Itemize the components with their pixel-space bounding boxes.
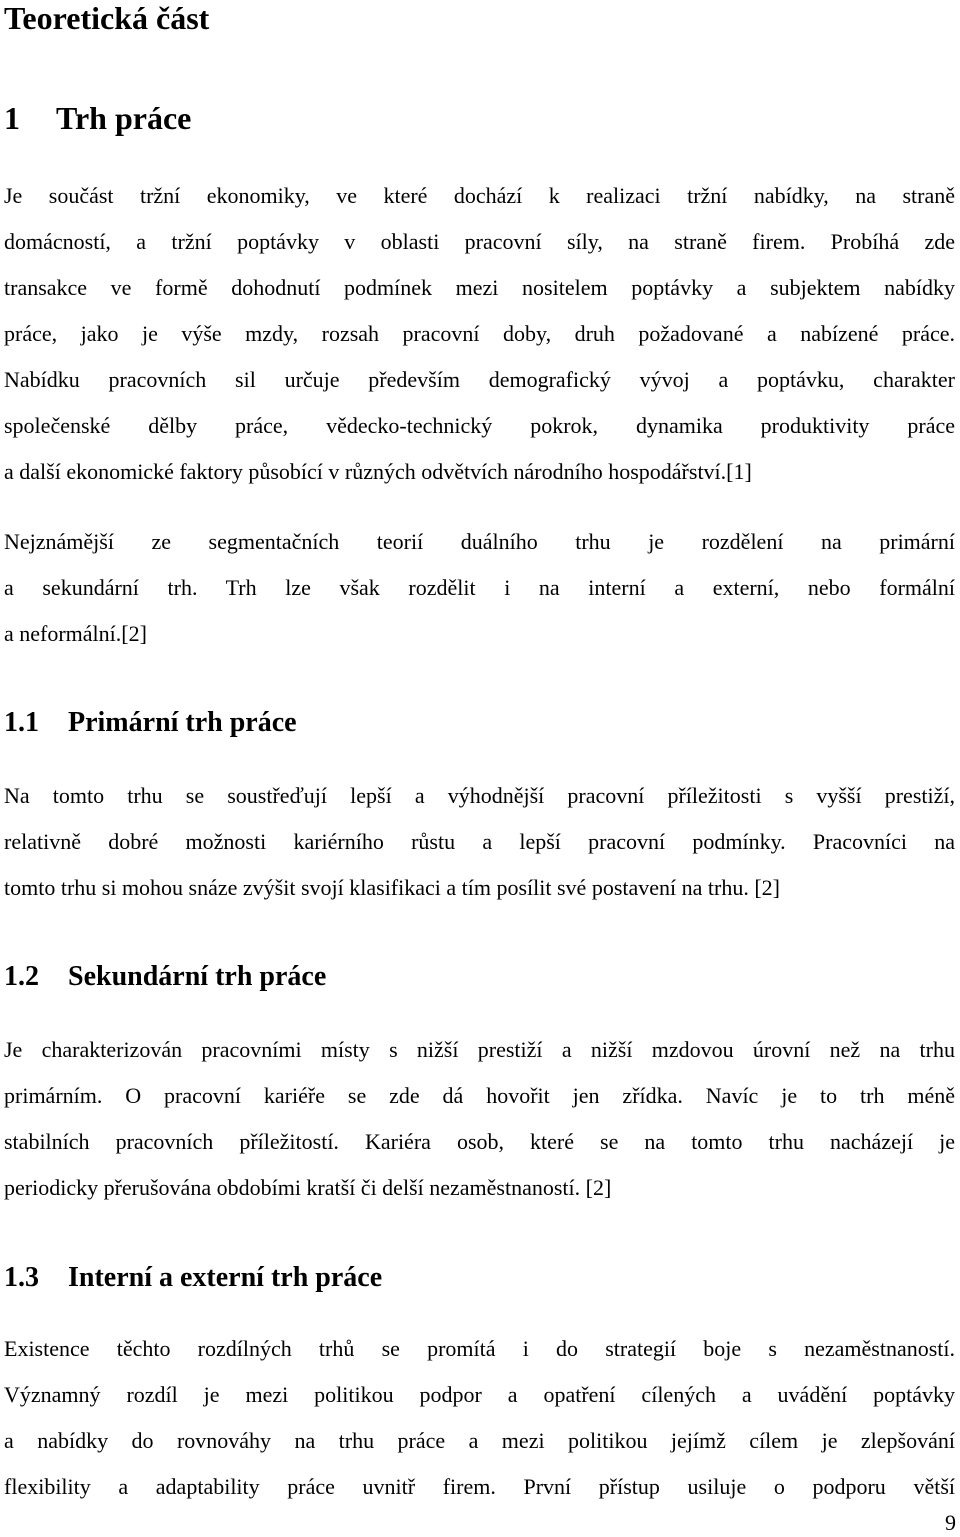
- text-line: a nabídky do rovnováhy na trhu práce a mezi politikou jejímž cílem je zlepšování: [4, 1428, 955, 1453]
- section-heading-1: [4, 98, 191, 138]
- section-number: 1: [4, 100, 20, 136]
- text-line: Nejznámější ze segmentačních teorií duálního trhu je rozdělení na primární: [4, 529, 955, 554]
- section-number: 1.2: [4, 961, 39, 992]
- section-heading-1-2: [4, 959, 326, 995]
- text-line: a neformální.[2]: [4, 621, 147, 646]
- paragraph: [4, 173, 955, 495]
- section-title: Trh práce: [56, 100, 192, 136]
- paragraph: [4, 1027, 955, 1211]
- text-line: Významný rozdíl je mezi politikou podpor a opatření cílených a uvádění poptávky: [4, 1382, 955, 1407]
- text-line: primárním. O pracovní kariéře se zde dá hovořit jen zřídka. Navíc je to trh méně: [4, 1083, 955, 1108]
- text-line: Nabídku pracovních sil určuje především demografický vývoj a poptávku, charakter: [4, 367, 955, 392]
- text-line: Na tomto trhu se soustřeďují lepší a výhodnější pracovní příležitosti s vyšší prestiží,: [4, 783, 955, 808]
- text-line: relativně dobré možnosti kariérního růstu a lepší pracovní podmínky. Pracovníci na: [4, 829, 955, 854]
- section-title: Sekundární trh práce: [68, 961, 327, 992]
- section-title: Primární trh práce: [68, 707, 297, 738]
- text-line: stabilních pracovních příležitostí. Kariéra osob, které se na tomto trhu nacházejí je: [4, 1129, 955, 1154]
- text-line: transakce ve formě dohodnutí podmínek mezi nositelem poptávky a subjektem nabídky: [4, 275, 955, 300]
- paragraph: [4, 1326, 955, 1510]
- text-line: flexibility a adaptability práce uvnitř firem. První přístup usiluje o podporu větší: [4, 1474, 955, 1499]
- section-number: 1.1: [4, 707, 39, 738]
- text-line: tomto trhu si mohou snáze zvýšit svojí klasifikaci a tím posílit své postavení na trhu. [2]: [4, 875, 780, 900]
- text-line: společenské dělby práce, vědecko-technický pokrok, dynamika produktivity práce: [4, 413, 955, 438]
- section-heading-1-1: [4, 705, 297, 741]
- text-line: periodicky přerušována obdobími kratší či delší nezaměstnaností. [2]: [4, 1175, 612, 1200]
- text-line: práce, jako je výše mzdy, rozsah pracovní doby, druh požadované a nabízené práce.: [4, 321, 955, 346]
- text-line: domácností, a tržní poptávky v oblasti pracovní síly, na straně firem. Probíhá zde: [4, 229, 955, 254]
- section-number: 1.3: [4, 1262, 39, 1293]
- text-line: Je součást tržní ekonomiky, ve které dochází k realizaci tržní nabídky, na straně: [4, 183, 955, 208]
- paragraph: [4, 773, 955, 911]
- section-heading-1-3: [4, 1260, 382, 1296]
- page-number: 9: [945, 1510, 956, 1535]
- paragraph: [4, 519, 955, 657]
- text-line: a sekundární trh. Trh lze však rozdělit i na interní a externí, nebo formální: [4, 575, 955, 600]
- part-title: Teoretická část: [4, 0, 210, 36]
- text-line: a další ekonomické faktory působící v různých odvětvích národního hospodářství.[1]: [4, 459, 752, 484]
- text-line: Existence těchto rozdílných trhů se promítá i do strategií boje s nezaměstnaností.: [4, 1336, 955, 1361]
- text-line: Je charakterizován pracovními místy s nižší prestiží a nižší mzdovou úrovní než na trhu: [4, 1037, 955, 1062]
- section-title: Interní a externí trh práce: [68, 1262, 383, 1293]
